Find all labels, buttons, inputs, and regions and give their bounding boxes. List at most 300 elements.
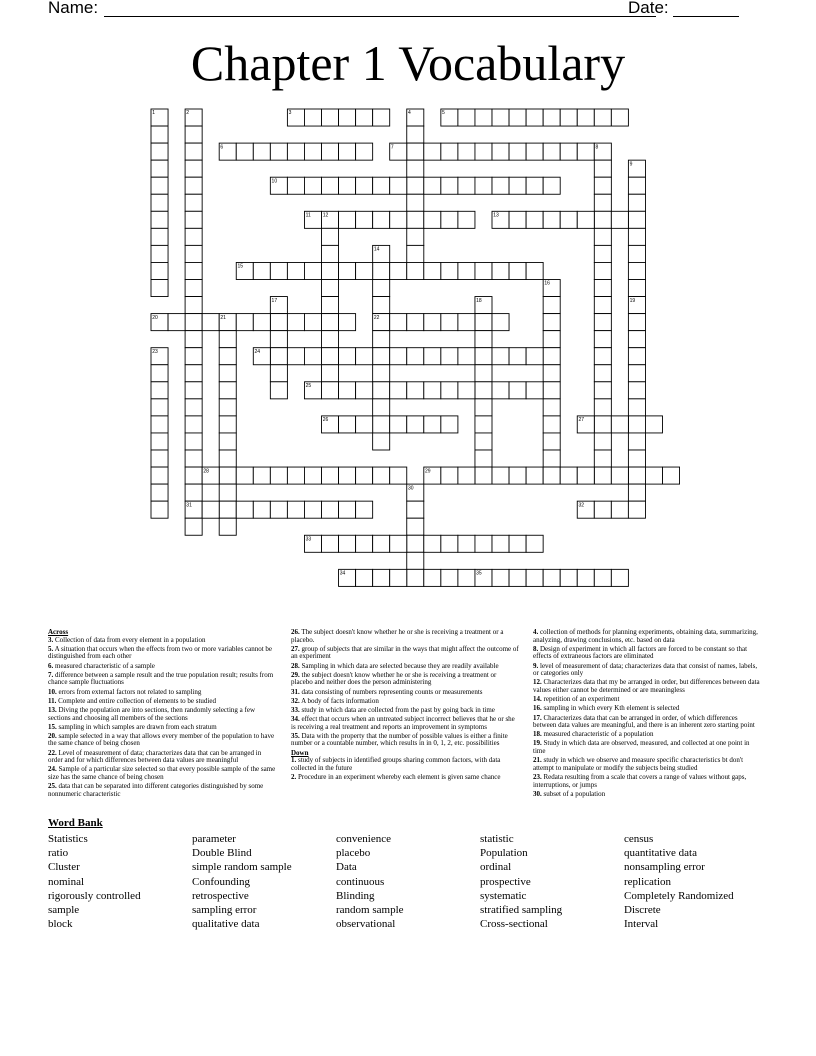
grid-cell[interactable] bbox=[339, 535, 356, 552]
grid-cell[interactable] bbox=[270, 365, 287, 382]
grid-cell[interactable] bbox=[322, 262, 339, 279]
grid-cell[interactable] bbox=[322, 467, 339, 484]
grid-cell[interactable] bbox=[151, 382, 168, 399]
grid-cell[interactable] bbox=[424, 177, 441, 194]
grid-cell[interactable] bbox=[270, 382, 287, 399]
grid-cell[interactable] bbox=[322, 280, 339, 297]
grid-cell[interactable] bbox=[594, 467, 611, 484]
grid-cell[interactable] bbox=[322, 177, 339, 194]
grid-cell[interactable] bbox=[390, 314, 407, 331]
grid-cell[interactable] bbox=[407, 211, 424, 228]
grid-cell[interactable] bbox=[594, 211, 611, 228]
grid-cell[interactable] bbox=[458, 314, 475, 331]
grid-cell[interactable] bbox=[424, 143, 441, 160]
grid-cell[interactable] bbox=[151, 484, 168, 501]
grid-cell[interactable] bbox=[151, 365, 168, 382]
grid-cell[interactable] bbox=[407, 416, 424, 433]
grid-cell[interactable] bbox=[594, 569, 611, 586]
grid-cell[interactable] bbox=[492, 109, 509, 126]
grid-cell[interactable] bbox=[441, 382, 458, 399]
grid-cell[interactable] bbox=[509, 535, 526, 552]
grid-cell[interactable] bbox=[492, 177, 509, 194]
grid-cell[interactable] bbox=[492, 382, 509, 399]
grid-cell[interactable] bbox=[270, 501, 287, 518]
grid-cell[interactable] bbox=[594, 109, 611, 126]
grid-cell[interactable] bbox=[219, 450, 236, 467]
grid-cell[interactable] bbox=[458, 109, 475, 126]
grid-cell[interactable] bbox=[441, 535, 458, 552]
grid-cell[interactable] bbox=[441, 211, 458, 228]
grid-cell[interactable] bbox=[356, 177, 373, 194]
grid-cell[interactable] bbox=[611, 109, 628, 126]
grid-cell[interactable] bbox=[509, 382, 526, 399]
grid-cell[interactable] bbox=[219, 348, 236, 365]
grid-cell[interactable] bbox=[287, 314, 304, 331]
grid-cell[interactable] bbox=[628, 450, 645, 467]
grid-cell[interactable] bbox=[441, 314, 458, 331]
grid-cell[interactable] bbox=[287, 262, 304, 279]
grid-cell[interactable] bbox=[543, 143, 560, 160]
grid-cell[interactable] bbox=[441, 348, 458, 365]
grid-cell[interactable] bbox=[407, 314, 424, 331]
grid-cell[interactable] bbox=[339, 416, 356, 433]
grid-cell[interactable] bbox=[407, 228, 424, 245]
grid-cell[interactable] bbox=[475, 382, 492, 399]
grid-cell[interactable] bbox=[560, 143, 577, 160]
grid-cell[interactable] bbox=[407, 569, 424, 586]
grid-cell[interactable] bbox=[185, 262, 202, 279]
grid-cell[interactable] bbox=[560, 109, 577, 126]
grid-cell[interactable] bbox=[611, 569, 628, 586]
grid-cell[interactable] bbox=[475, 365, 492, 382]
grid-cell[interactable] bbox=[151, 416, 168, 433]
grid-cell[interactable] bbox=[594, 416, 611, 433]
grid-cell[interactable] bbox=[390, 262, 407, 279]
grid-cell[interactable] bbox=[509, 569, 526, 586]
grid-cell[interactable] bbox=[322, 331, 339, 348]
grid-cell[interactable] bbox=[185, 177, 202, 194]
grid-cell[interactable] bbox=[185, 228, 202, 245]
grid-cell[interactable] bbox=[304, 467, 321, 484]
grid-cell[interactable] bbox=[185, 245, 202, 262]
grid-cell[interactable] bbox=[339, 262, 356, 279]
grid-cell[interactable] bbox=[560, 569, 577, 586]
grid-cell[interactable] bbox=[628, 416, 645, 433]
grid-cell[interactable] bbox=[151, 501, 168, 518]
grid-cell[interactable] bbox=[492, 569, 509, 586]
grid-cell[interactable] bbox=[424, 382, 441, 399]
grid-cell[interactable] bbox=[373, 211, 390, 228]
grid-cell[interactable] bbox=[492, 348, 509, 365]
grid-cell[interactable] bbox=[151, 399, 168, 416]
grid-cell[interactable] bbox=[407, 501, 424, 518]
grid-cell[interactable] bbox=[594, 262, 611, 279]
grid-cell[interactable] bbox=[475, 433, 492, 450]
grid-cell[interactable] bbox=[424, 348, 441, 365]
grid-cell[interactable] bbox=[407, 518, 424, 535]
grid-cell[interactable] bbox=[543, 314, 560, 331]
grid-cell[interactable] bbox=[543, 177, 560, 194]
grid-cell[interactable] bbox=[339, 467, 356, 484]
grid-cell[interactable] bbox=[475, 314, 492, 331]
grid-cell[interactable] bbox=[628, 501, 645, 518]
grid-cell[interactable] bbox=[628, 331, 645, 348]
grid-cell[interactable] bbox=[185, 331, 202, 348]
grid-cell[interactable] bbox=[390, 569, 407, 586]
grid-cell[interactable] bbox=[151, 467, 168, 484]
grid-cell[interactable] bbox=[202, 501, 219, 518]
grid-cell[interactable] bbox=[441, 262, 458, 279]
grid-cell[interactable] bbox=[458, 535, 475, 552]
grid-cell[interactable] bbox=[373, 297, 390, 314]
grid-cell[interactable] bbox=[185, 160, 202, 177]
grid-cell[interactable] bbox=[594, 228, 611, 245]
grid-cell[interactable] bbox=[577, 569, 594, 586]
grid-cell[interactable] bbox=[356, 569, 373, 586]
grid-cell[interactable] bbox=[526, 535, 543, 552]
grid-cell[interactable] bbox=[322, 348, 339, 365]
grid-cell[interactable] bbox=[628, 365, 645, 382]
grid-cell[interactable] bbox=[219, 433, 236, 450]
grid-cell[interactable] bbox=[509, 109, 526, 126]
grid-cell[interactable] bbox=[628, 245, 645, 262]
grid-cell[interactable] bbox=[287, 143, 304, 160]
grid-cell[interactable] bbox=[475, 399, 492, 416]
grid-cell[interactable] bbox=[475, 467, 492, 484]
grid-cell[interactable] bbox=[219, 467, 236, 484]
grid-cell[interactable] bbox=[219, 399, 236, 416]
grid-cell[interactable] bbox=[356, 416, 373, 433]
grid-cell[interactable] bbox=[151, 194, 168, 211]
grid-cell[interactable] bbox=[475, 450, 492, 467]
grid-cell[interactable] bbox=[185, 280, 202, 297]
grid-cell[interactable] bbox=[577, 143, 594, 160]
grid-cell[interactable] bbox=[185, 518, 202, 535]
grid-cell[interactable] bbox=[356, 143, 373, 160]
grid-cell[interactable] bbox=[594, 194, 611, 211]
grid-cell[interactable] bbox=[151, 450, 168, 467]
grid-cell[interactable] bbox=[526, 211, 543, 228]
grid-cell[interactable] bbox=[577, 467, 594, 484]
grid-cell[interactable] bbox=[322, 109, 339, 126]
grid-cell[interactable] bbox=[322, 245, 339, 262]
grid-cell[interactable] bbox=[185, 143, 202, 160]
grid-cell[interactable] bbox=[373, 433, 390, 450]
grid-cell[interactable] bbox=[458, 569, 475, 586]
grid-cell[interactable] bbox=[236, 467, 253, 484]
grid-cell[interactable] bbox=[407, 194, 424, 211]
grid-cell[interactable] bbox=[373, 109, 390, 126]
grid-cell[interactable] bbox=[322, 228, 339, 245]
grid-cell[interactable] bbox=[645, 416, 662, 433]
grid-cell[interactable] bbox=[304, 501, 321, 518]
grid-cell[interactable] bbox=[373, 569, 390, 586]
grid-cell[interactable] bbox=[407, 245, 424, 262]
grid-cell[interactable] bbox=[509, 143, 526, 160]
grid-cell[interactable] bbox=[492, 467, 509, 484]
grid-cell[interactable] bbox=[441, 416, 458, 433]
grid-cell[interactable] bbox=[424, 569, 441, 586]
grid-cell[interactable] bbox=[185, 348, 202, 365]
grid-cell[interactable] bbox=[628, 433, 645, 450]
grid-cell[interactable] bbox=[202, 314, 219, 331]
grid-cell[interactable] bbox=[560, 211, 577, 228]
grid-cell[interactable] bbox=[356, 501, 373, 518]
grid-cell[interactable] bbox=[407, 177, 424, 194]
grid-cell[interactable] bbox=[390, 416, 407, 433]
grid-cell[interactable] bbox=[526, 348, 543, 365]
grid-cell[interactable] bbox=[458, 348, 475, 365]
grid-cell[interactable] bbox=[151, 228, 168, 245]
grid-cell[interactable] bbox=[304, 143, 321, 160]
grid-cell[interactable] bbox=[492, 143, 509, 160]
grid-cell[interactable] bbox=[407, 552, 424, 569]
grid-cell[interactable] bbox=[304, 177, 321, 194]
grid-cell[interactable] bbox=[594, 399, 611, 416]
grid-cell[interactable] bbox=[185, 450, 202, 467]
grid-cell[interactable] bbox=[526, 143, 543, 160]
grid-cell[interactable] bbox=[628, 382, 645, 399]
grid-cell[interactable] bbox=[543, 433, 560, 450]
grid-cell[interactable] bbox=[236, 143, 253, 160]
grid-cell[interactable] bbox=[270, 143, 287, 160]
grid-cell[interactable] bbox=[594, 177, 611, 194]
grid-cell[interactable] bbox=[304, 109, 321, 126]
grid-cell[interactable] bbox=[492, 314, 509, 331]
grid-cell[interactable] bbox=[236, 501, 253, 518]
grid-cell[interactable] bbox=[560, 467, 577, 484]
grid-cell[interactable] bbox=[424, 535, 441, 552]
grid-cell[interactable] bbox=[356, 348, 373, 365]
grid-cell[interactable] bbox=[185, 194, 202, 211]
grid-cell[interactable] bbox=[475, 416, 492, 433]
grid-cell[interactable] bbox=[219, 365, 236, 382]
grid-cell[interactable] bbox=[356, 262, 373, 279]
grid-cell[interactable] bbox=[526, 262, 543, 279]
grid-cell[interactable] bbox=[594, 501, 611, 518]
grid-cell[interactable] bbox=[628, 262, 645, 279]
grid-cell[interactable] bbox=[475, 535, 492, 552]
grid-cell[interactable] bbox=[475, 143, 492, 160]
grid-cell[interactable] bbox=[509, 211, 526, 228]
grid-cell[interactable] bbox=[219, 331, 236, 348]
grid-cell[interactable] bbox=[287, 467, 304, 484]
grid-cell[interactable] bbox=[628, 314, 645, 331]
grid-cell[interactable] bbox=[356, 467, 373, 484]
grid-cell[interactable] bbox=[219, 518, 236, 535]
grid-cell[interactable] bbox=[304, 348, 321, 365]
grid-cell[interactable] bbox=[151, 126, 168, 143]
grid-cell[interactable] bbox=[543, 382, 560, 399]
grid-cell[interactable] bbox=[611, 416, 628, 433]
grid-cell[interactable] bbox=[424, 314, 441, 331]
grid-cell[interactable] bbox=[185, 297, 202, 314]
grid-cell[interactable] bbox=[373, 399, 390, 416]
grid-cell[interactable] bbox=[543, 399, 560, 416]
grid-cell[interactable] bbox=[390, 177, 407, 194]
grid-cell[interactable] bbox=[458, 382, 475, 399]
grid-cell[interactable] bbox=[543, 365, 560, 382]
grid-cell[interactable] bbox=[543, 109, 560, 126]
grid-cell[interactable] bbox=[611, 467, 628, 484]
grid-cell[interactable] bbox=[373, 177, 390, 194]
grid-cell[interactable] bbox=[441, 143, 458, 160]
grid-cell[interactable] bbox=[390, 467, 407, 484]
grid-cell[interactable] bbox=[373, 280, 390, 297]
grid-cell[interactable] bbox=[543, 569, 560, 586]
grid-cell[interactable] bbox=[475, 331, 492, 348]
grid-cell[interactable] bbox=[458, 143, 475, 160]
grid-cell[interactable] bbox=[185, 211, 202, 228]
grid-cell[interactable] bbox=[339, 501, 356, 518]
grid-cell[interactable] bbox=[594, 365, 611, 382]
grid-cell[interactable] bbox=[304, 314, 321, 331]
grid-cell[interactable] bbox=[253, 262, 270, 279]
grid-cell[interactable] bbox=[424, 262, 441, 279]
grid-cell[interactable] bbox=[322, 535, 339, 552]
grid-cell[interactable] bbox=[185, 399, 202, 416]
grid-cell[interactable] bbox=[407, 382, 424, 399]
grid-cell[interactable] bbox=[458, 262, 475, 279]
grid-cell[interactable] bbox=[594, 348, 611, 365]
grid-cell[interactable] bbox=[441, 177, 458, 194]
grid-cell[interactable] bbox=[322, 314, 339, 331]
grid-cell[interactable] bbox=[543, 348, 560, 365]
grid-cell[interactable] bbox=[509, 467, 526, 484]
grid-cell[interactable] bbox=[628, 211, 645, 228]
grid-cell[interactable] bbox=[526, 109, 543, 126]
grid-cell[interactable] bbox=[151, 160, 168, 177]
grid-cell[interactable] bbox=[270, 314, 287, 331]
grid-cell[interactable] bbox=[594, 160, 611, 177]
grid-cell[interactable] bbox=[645, 467, 662, 484]
grid-cell[interactable] bbox=[594, 280, 611, 297]
grid-cell[interactable] bbox=[628, 177, 645, 194]
grid-cell[interactable] bbox=[407, 262, 424, 279]
grid-cell[interactable] bbox=[339, 348, 356, 365]
grid-cell[interactable] bbox=[151, 280, 168, 297]
grid-cell[interactable] bbox=[236, 314, 253, 331]
grid-cell[interactable] bbox=[270, 262, 287, 279]
grid-cell[interactable] bbox=[339, 314, 356, 331]
grid-cell[interactable] bbox=[339, 382, 356, 399]
grid-cell[interactable] bbox=[339, 109, 356, 126]
grid-cell[interactable] bbox=[458, 177, 475, 194]
grid-cell[interactable] bbox=[270, 348, 287, 365]
grid-cell[interactable] bbox=[339, 211, 356, 228]
grid-cell[interactable] bbox=[270, 331, 287, 348]
grid-cell[interactable] bbox=[322, 501, 339, 518]
grid-cell[interactable] bbox=[628, 348, 645, 365]
grid-cell[interactable] bbox=[287, 177, 304, 194]
grid-cell[interactable] bbox=[253, 143, 270, 160]
grid-cell[interactable] bbox=[185, 365, 202, 382]
grid-cell[interactable] bbox=[390, 382, 407, 399]
grid-cell[interactable] bbox=[594, 450, 611, 467]
grid-cell[interactable] bbox=[628, 228, 645, 245]
grid-cell[interactable] bbox=[219, 484, 236, 501]
grid-cell[interactable] bbox=[475, 348, 492, 365]
grid-cell[interactable] bbox=[253, 467, 270, 484]
grid-cell[interactable] bbox=[611, 211, 628, 228]
grid-cell[interactable] bbox=[151, 245, 168, 262]
grid-cell[interactable] bbox=[475, 177, 492, 194]
grid-cell[interactable] bbox=[270, 467, 287, 484]
grid-cell[interactable] bbox=[458, 211, 475, 228]
grid-cell[interactable] bbox=[168, 314, 185, 331]
grid-cell[interactable] bbox=[407, 348, 424, 365]
grid-cell[interactable] bbox=[390, 348, 407, 365]
grid-cell[interactable] bbox=[322, 297, 339, 314]
grid-cell[interactable] bbox=[339, 177, 356, 194]
grid-cell[interactable] bbox=[577, 109, 594, 126]
grid-cell[interactable] bbox=[373, 331, 390, 348]
grid-cell[interactable] bbox=[628, 484, 645, 501]
grid-cell[interactable] bbox=[185, 467, 202, 484]
grid-cell[interactable] bbox=[185, 433, 202, 450]
grid-cell[interactable] bbox=[356, 109, 373, 126]
grid-cell[interactable] bbox=[373, 535, 390, 552]
grid-cell[interactable] bbox=[373, 365, 390, 382]
grid-cell[interactable] bbox=[304, 262, 321, 279]
grid-cell[interactable] bbox=[185, 126, 202, 143]
grid-cell[interactable] bbox=[594, 433, 611, 450]
grid-cell[interactable] bbox=[373, 262, 390, 279]
grid-cell[interactable] bbox=[356, 535, 373, 552]
grid-cell[interactable] bbox=[594, 297, 611, 314]
grid-cell[interactable] bbox=[390, 535, 407, 552]
grid-cell[interactable] bbox=[628, 194, 645, 211]
grid-cell[interactable] bbox=[509, 177, 526, 194]
grid-cell[interactable] bbox=[407, 143, 424, 160]
grid-cell[interactable] bbox=[373, 348, 390, 365]
grid-cell[interactable] bbox=[458, 467, 475, 484]
grid-cell[interactable] bbox=[185, 416, 202, 433]
grid-cell[interactable] bbox=[185, 484, 202, 501]
grid-cell[interactable] bbox=[526, 569, 543, 586]
grid-cell[interactable] bbox=[390, 211, 407, 228]
grid-cell[interactable] bbox=[577, 211, 594, 228]
grid-cell[interactable] bbox=[663, 467, 680, 484]
grid-cell[interactable] bbox=[611, 501, 628, 518]
grid-cell[interactable] bbox=[594, 314, 611, 331]
grid-cell[interactable] bbox=[543, 450, 560, 467]
grid-cell[interactable] bbox=[407, 535, 424, 552]
grid-cell[interactable] bbox=[543, 467, 560, 484]
grid-cell[interactable] bbox=[543, 331, 560, 348]
grid-cell[interactable] bbox=[322, 143, 339, 160]
grid-cell[interactable] bbox=[253, 501, 270, 518]
grid-cell[interactable] bbox=[543, 211, 560, 228]
grid-cell[interactable] bbox=[509, 348, 526, 365]
grid-cell[interactable] bbox=[407, 126, 424, 143]
grid-cell[interactable] bbox=[151, 177, 168, 194]
grid-cell[interactable] bbox=[492, 535, 509, 552]
grid-cell[interactable] bbox=[594, 331, 611, 348]
grid-cell[interactable] bbox=[151, 433, 168, 450]
grid-cell[interactable] bbox=[356, 211, 373, 228]
grid-cell[interactable] bbox=[407, 160, 424, 177]
grid-cell[interactable] bbox=[441, 569, 458, 586]
grid-cell[interactable] bbox=[628, 399, 645, 416]
grid-cell[interactable] bbox=[219, 382, 236, 399]
grid-cell[interactable] bbox=[509, 262, 526, 279]
grid-cell[interactable] bbox=[356, 382, 373, 399]
grid-cell[interactable] bbox=[219, 416, 236, 433]
grid-cell[interactable] bbox=[287, 348, 304, 365]
grid-cell[interactable] bbox=[424, 416, 441, 433]
grid-cell[interactable] bbox=[185, 314, 202, 331]
